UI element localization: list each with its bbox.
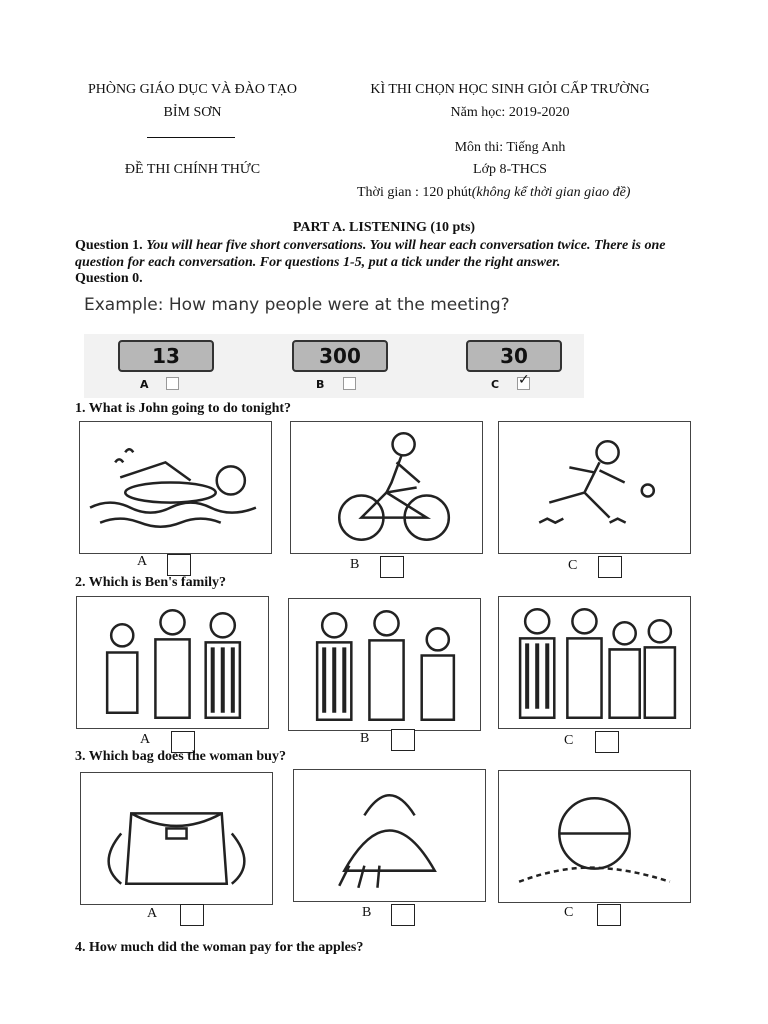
example-option-b-value: 300 [292, 340, 388, 372]
example-option-a-value: 13 [118, 340, 214, 372]
q2-option-c-checkbox[interactable] [595, 731, 619, 753]
exam-title: KÌ THI CHỌN HỌC SINH GIỎI CẤP TRƯỜNG [370, 82, 650, 97]
example-question: Example: How many people were at the meeting? [84, 295, 510, 315]
purse-icon [498, 770, 691, 903]
family-icon [76, 596, 269, 729]
example-option-a-checkbox[interactable] [166, 377, 179, 390]
official-exam-label: ĐỀ THI CHÍNH THỨC [124, 162, 261, 177]
q1-option-a-letter: A [137, 554, 148, 569]
department-name: PHÒNG GIÁO DỤC VÀ ĐÀO TẠO [87, 82, 298, 97]
swimming-icon [79, 421, 272, 554]
example-option-b-letter: B [316, 378, 325, 391]
question-3-prompt: 3. Which bag does the woman buy? [75, 749, 286, 764]
football-icon [498, 421, 691, 554]
example-option-b-checkbox[interactable] [343, 377, 356, 390]
family-icon [498, 596, 691, 729]
q1-option-b-letter: B [350, 557, 360, 572]
q3-option-b-checkbox[interactable] [391, 904, 415, 926]
question-2-prompt: 2. Which is Ben's family? [75, 575, 227, 590]
q1-option-a-checkbox[interactable] [167, 554, 191, 576]
q2-option-c-letter: C [564, 733, 574, 748]
q3-option-a-letter: A [147, 906, 158, 921]
school-year: Năm học: 2019-2020 [450, 105, 570, 120]
q2-option-b-letter: B [360, 731, 370, 746]
district-name: BỈM SƠN [163, 105, 222, 120]
exam-subject: Môn thi: Tiếng Anh [454, 140, 566, 155]
cycling-icon [290, 421, 483, 554]
family-icon [288, 598, 481, 731]
q1-option-b-checkbox[interactable] [380, 556, 404, 578]
question-1-text-2: is one question for each conversation. For questions 1-5, put a tick under the right answer. [75, 238, 666, 270]
part-title: PART A. LISTENING (10 pts) [292, 220, 476, 235]
q3-option-c-checkbox[interactable] [597, 904, 621, 926]
question-1-label: Question 1. [75, 238, 143, 253]
q3-option-b-letter: B [362, 905, 372, 920]
q1-option-c-checkbox[interactable] [598, 556, 622, 578]
example-option-c-checkbox[interactable] [517, 372, 530, 390]
shoulder-bag-icon [80, 772, 273, 905]
q1-option-c-letter: C [568, 558, 578, 573]
tick-icon: ✓ [518, 372, 530, 388]
q2-option-a-letter: A [140, 732, 151, 747]
header-divider [147, 137, 235, 138]
q2-option-b-checkbox[interactable] [391, 729, 415, 751]
question-1-text: You will hear five short conversations. You will hear each conversation twice. There [146, 238, 629, 253]
q3-option-c-letter: C [564, 905, 574, 920]
exam-class: Lớp 8-THCS [473, 162, 547, 177]
exam-time-note: (không kể thời gian giao đề) [471, 185, 631, 200]
question-1-prompt: 1. What is John going to do tonight? [75, 401, 292, 416]
question-1-instructions [75, 237, 715, 271]
example-option-c-letter: C [491, 378, 500, 391]
example-option-a-letter: A [140, 378, 149, 391]
handbag-icon [293, 769, 486, 902]
exam-time [357, 185, 687, 201]
question-4-prompt: 4. How much did the woman pay for the apples? [75, 940, 364, 955]
q3-option-a-checkbox[interactable] [180, 904, 204, 926]
exam-time-value: Thời gian : 120 phút [357, 185, 472, 200]
example-option-c-value: 30 [466, 340, 562, 372]
question-0-label: Question 0. [75, 271, 143, 286]
